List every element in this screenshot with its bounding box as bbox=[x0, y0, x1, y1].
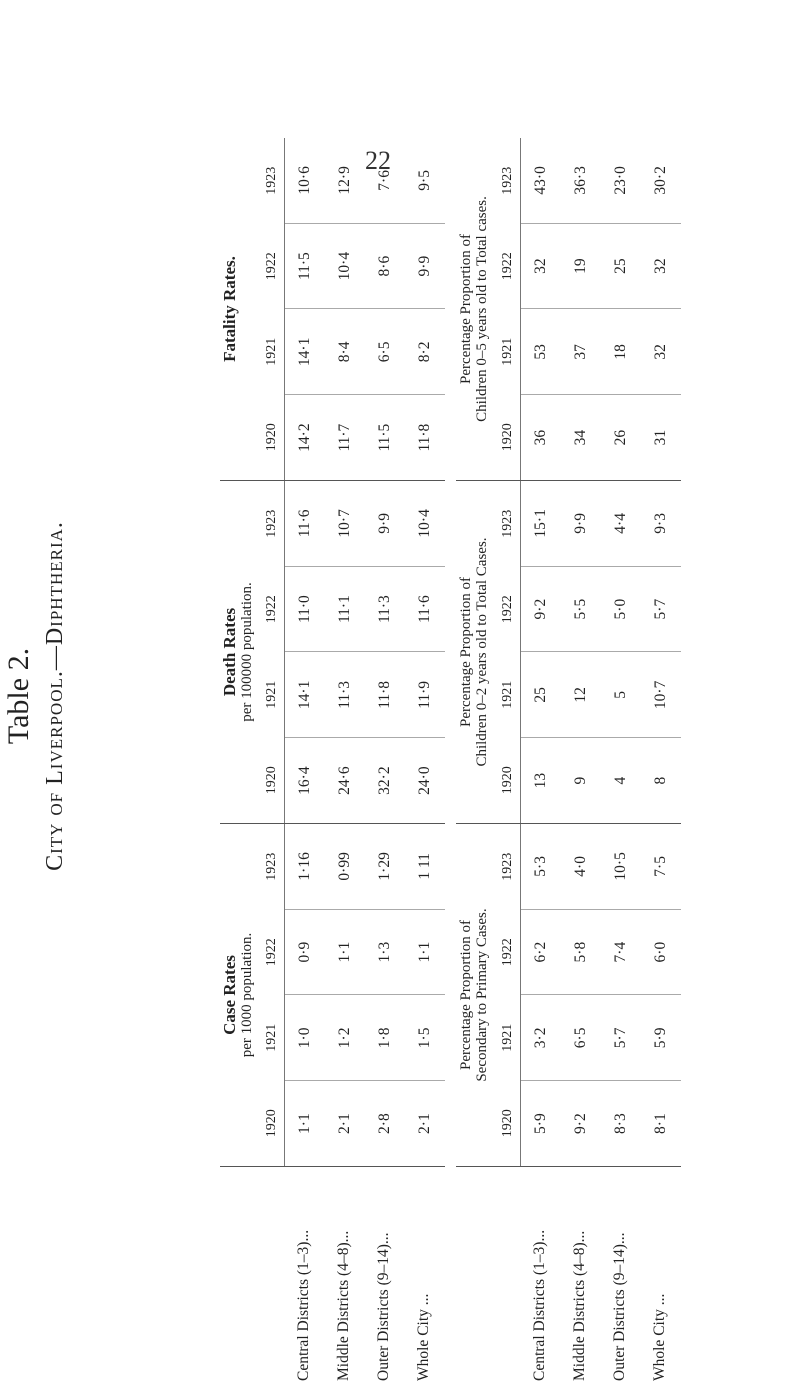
year-column bbox=[521, 824, 681, 909]
cell: 1·3 bbox=[376, 941, 393, 963]
year: 1920 bbox=[264, 766, 279, 795]
year: 1921 bbox=[264, 1023, 279, 1052]
year: 1923 bbox=[500, 509, 515, 538]
year-column bbox=[521, 138, 681, 223]
year: 1921 bbox=[500, 1023, 515, 1052]
year-column bbox=[285, 1080, 445, 1166]
cell: 10·7 bbox=[336, 509, 353, 538]
cell: 15·1 bbox=[532, 509, 549, 538]
year: 1923 bbox=[264, 509, 279, 538]
cell: 6·2 bbox=[532, 941, 549, 963]
year-column bbox=[285, 223, 445, 309]
cell: 13 bbox=[532, 772, 549, 789]
cell: 9 bbox=[572, 776, 589, 785]
cell: 2·1 bbox=[416, 1113, 433, 1134]
fatality-rates-group bbox=[220, 138, 445, 481]
year: 1921 bbox=[264, 337, 279, 366]
cell: 14·1 bbox=[296, 680, 313, 710]
row-label-outer: Outer Districts (9–14)... bbox=[375, 1232, 392, 1381]
group-title-main: Percentage Proportion of bbox=[458, 920, 474, 1070]
children-0-5-group bbox=[456, 138, 681, 481]
cell: 5·0 bbox=[612, 598, 629, 620]
group-title-sub: Children 0–5 years old to Total cases. bbox=[474, 196, 490, 422]
group-title bbox=[220, 138, 260, 480]
year-header bbox=[260, 138, 285, 480]
cell: 32 bbox=[652, 344, 669, 360]
cell: 1·5 bbox=[416, 1027, 433, 1049]
group-title bbox=[220, 481, 260, 823]
year: 1922 bbox=[500, 938, 515, 967]
values bbox=[521, 138, 681, 480]
cell: 32 bbox=[652, 258, 669, 274]
group-title-sub: Secondary to Primary Cases. bbox=[474, 908, 490, 1082]
year: 1922 bbox=[500, 252, 515, 281]
cell: 25 bbox=[532, 687, 549, 703]
cell: 0·99 bbox=[336, 852, 353, 881]
group-title-main: Case Rates bbox=[220, 955, 239, 1035]
year: 1922 bbox=[264, 938, 279, 967]
cell: 7·6 bbox=[376, 170, 393, 191]
cell: 6·0 bbox=[652, 941, 669, 963]
cell: 4·4 bbox=[612, 513, 629, 534]
year-column bbox=[521, 566, 681, 652]
cell: 1·0 bbox=[296, 1027, 313, 1049]
cell: 8·2 bbox=[416, 341, 433, 363]
row-label-central: Central Districts (1–3)... bbox=[295, 1229, 312, 1381]
year-column bbox=[521, 737, 681, 823]
year: 1920 bbox=[500, 1109, 515, 1138]
cell: 11·6 bbox=[296, 509, 313, 538]
year: 1922 bbox=[264, 252, 279, 281]
group-title-main: Death Rates bbox=[220, 607, 239, 697]
cell: 8 bbox=[652, 776, 669, 785]
year: 1923 bbox=[500, 852, 515, 881]
year: 1920 bbox=[500, 423, 515, 452]
row-label-whole-city: Whole City ... bbox=[651, 1293, 668, 1381]
cell: 4·0 bbox=[572, 856, 589, 877]
rotated-table bbox=[220, 137, 700, 1387]
group-title bbox=[220, 824, 260, 1166]
cell: 18 bbox=[612, 344, 629, 360]
year: 1923 bbox=[264, 166, 279, 195]
secondary-primary-group bbox=[456, 824, 681, 1167]
cell: 9·3 bbox=[652, 513, 669, 534]
year-header bbox=[496, 138, 521, 480]
year-column bbox=[521, 309, 681, 395]
proportions-table bbox=[456, 137, 681, 1387]
year-column bbox=[285, 909, 445, 995]
cell: 11·3 bbox=[376, 595, 393, 624]
cell: 11·0 bbox=[296, 595, 313, 624]
cell: 9·9 bbox=[572, 513, 589, 534]
cell: 1·8 bbox=[376, 1027, 393, 1049]
cell: 11·6 bbox=[416, 595, 433, 624]
year: 1921 bbox=[500, 337, 515, 366]
row-label-middle: Middle Districts (4–8)... bbox=[335, 1230, 352, 1381]
year-column bbox=[521, 481, 681, 566]
cell: 10·7 bbox=[652, 680, 669, 710]
year: 1920 bbox=[264, 1109, 279, 1138]
group-title-main: Fatality Rates. bbox=[220, 256, 239, 362]
cell: 5·9 bbox=[532, 1113, 549, 1134]
year: 1922 bbox=[264, 595, 279, 624]
cell: 32 bbox=[532, 258, 549, 274]
table-title-text: City of Liverpool.—Diphtheria. bbox=[42, 521, 68, 871]
cell: 5·3 bbox=[532, 856, 549, 877]
cell: 9·2 bbox=[572, 1113, 589, 1134]
group-title-sub: Children 0–2 years old to Total Cases. bbox=[474, 537, 490, 767]
cell: 14·2 bbox=[296, 423, 313, 452]
cell: 26 bbox=[612, 429, 629, 446]
cell: 1·1 bbox=[296, 1113, 313, 1134]
cell: 2·1 bbox=[336, 1113, 353, 1134]
cell: 1·29 bbox=[376, 852, 393, 881]
row-labels bbox=[220, 1167, 445, 1387]
year-column bbox=[521, 394, 681, 480]
cell: 11·1 bbox=[336, 595, 353, 624]
cell: 23·0 bbox=[612, 166, 629, 195]
cell: 11·5 bbox=[376, 423, 393, 452]
cell: 9·5 bbox=[416, 170, 433, 191]
year: 1920 bbox=[264, 423, 279, 452]
cell: 24·6 bbox=[336, 766, 353, 795]
cell: 10·4 bbox=[416, 509, 433, 538]
row-label-central: Central Districts (1–3)... bbox=[531, 1229, 548, 1381]
year: 1923 bbox=[264, 852, 279, 881]
cell: 11·8 bbox=[376, 680, 393, 709]
row-labels bbox=[456, 1167, 681, 1387]
cell: 11·8 bbox=[416, 423, 433, 452]
cell: 12 bbox=[572, 687, 589, 703]
cell: 7·5 bbox=[652, 856, 669, 877]
row-label-whole-city: Whole City ... bbox=[415, 1293, 432, 1381]
year-column bbox=[521, 223, 681, 309]
page-number: 22 bbox=[365, 146, 391, 175]
children-0-2-group bbox=[456, 481, 681, 824]
cell: 0·9 bbox=[296, 941, 313, 963]
group-title-main: Percentage Proportion of bbox=[458, 234, 474, 384]
year-column bbox=[285, 824, 445, 909]
cell: 2·8 bbox=[376, 1113, 393, 1134]
year-column bbox=[285, 737, 445, 823]
group-title-main: Percentage Proportion of bbox=[458, 577, 474, 727]
rates-table bbox=[220, 137, 445, 1387]
year: 1921 bbox=[500, 680, 515, 709]
cell: 37 bbox=[572, 344, 589, 360]
year-column bbox=[285, 481, 445, 566]
death-rates-group bbox=[220, 481, 445, 824]
cell: 36 bbox=[532, 429, 549, 446]
cell: 11·7 bbox=[336, 423, 353, 452]
cell: 25 bbox=[612, 258, 629, 274]
year-column bbox=[285, 309, 445, 395]
year-column bbox=[521, 652, 681, 738]
year-column bbox=[521, 1080, 681, 1166]
cell: 7·4 bbox=[612, 941, 629, 963]
values bbox=[521, 824, 681, 1166]
cell: 8·4 bbox=[336, 341, 353, 363]
cell: 34 bbox=[572, 429, 589, 446]
values bbox=[521, 481, 681, 823]
group-title bbox=[456, 138, 496, 480]
cell: 32·2 bbox=[376, 766, 393, 795]
cell: 24·0 bbox=[416, 766, 433, 795]
year-header bbox=[260, 824, 285, 1166]
cell: 12·9 bbox=[336, 166, 353, 195]
cell: 43·0 bbox=[532, 166, 549, 195]
cell: 8·3 bbox=[612, 1113, 629, 1134]
case-rates-group bbox=[220, 824, 445, 1167]
year-column bbox=[285, 138, 445, 223]
year-column bbox=[285, 652, 445, 738]
cell: 10·5 bbox=[612, 852, 629, 881]
cell: 5·9 bbox=[652, 1027, 669, 1049]
cell: 31 bbox=[652, 429, 669, 446]
cell: 8·6 bbox=[376, 255, 393, 277]
cell: 9·9 bbox=[416, 255, 433, 277]
year: 1922 bbox=[500, 595, 515, 624]
cell: 4 bbox=[612, 776, 629, 785]
cell: 10·4 bbox=[336, 251, 353, 281]
year: 1923 bbox=[500, 166, 515, 195]
cell: 1·1 bbox=[336, 941, 353, 963]
cell: 5 bbox=[612, 691, 629, 699]
year: 1921 bbox=[264, 680, 279, 709]
cell: 36·3 bbox=[572, 166, 589, 195]
group-title bbox=[456, 481, 496, 823]
year-column bbox=[285, 394, 445, 480]
year: 1920 bbox=[500, 766, 515, 795]
cell: 5·7 bbox=[612, 1027, 629, 1049]
cell: 5·8 bbox=[572, 941, 589, 963]
cell: 6·5 bbox=[376, 341, 393, 363]
year-header bbox=[496, 481, 521, 823]
year-column bbox=[521, 995, 681, 1081]
cell: 9·2 bbox=[532, 598, 549, 620]
cell: 1·16 bbox=[296, 852, 313, 881]
cell: 9·9 bbox=[376, 513, 393, 534]
table-caption bbox=[0, 416, 80, 976]
values bbox=[285, 824, 445, 1166]
values bbox=[285, 481, 445, 823]
cell: 5·5 bbox=[572, 598, 589, 620]
group-title bbox=[456, 824, 496, 1166]
cell: 5·7 bbox=[652, 598, 669, 620]
cell: 8·1 bbox=[652, 1113, 669, 1134]
group-title-sub: per 100000 population. bbox=[239, 582, 255, 722]
cell: 1·2 bbox=[336, 1027, 353, 1049]
cell: 1 11 bbox=[416, 853, 433, 880]
cell: 3·2 bbox=[532, 1027, 549, 1049]
cell: 16·4 bbox=[296, 766, 313, 795]
year-header bbox=[496, 824, 521, 1166]
cell: 11·5 bbox=[296, 252, 313, 281]
cell: 11·9 bbox=[416, 680, 433, 709]
values bbox=[285, 138, 445, 480]
cell: 19 bbox=[572, 258, 589, 274]
year-header bbox=[260, 481, 285, 823]
table-title bbox=[38, 416, 72, 976]
row-label-outer: Outer Districts (9–14)... bbox=[611, 1232, 628, 1381]
cell: 6·5 bbox=[572, 1027, 589, 1049]
group-title-sub: per 1000 population. bbox=[239, 932, 255, 1058]
cell: 10·6 bbox=[296, 166, 313, 195]
row-label-middle: Middle Districts (4–8)... bbox=[571, 1230, 588, 1381]
cell: 53 bbox=[532, 344, 549, 360]
year-column bbox=[285, 995, 445, 1081]
cell: 11·3 bbox=[336, 680, 353, 709]
year-column bbox=[285, 566, 445, 652]
year-column bbox=[521, 909, 681, 995]
cell: 30·2 bbox=[652, 166, 669, 195]
table-label: Table 2. bbox=[2, 647, 35, 745]
cell: 14·1 bbox=[296, 337, 313, 367]
cell: 1·1 bbox=[416, 941, 433, 963]
